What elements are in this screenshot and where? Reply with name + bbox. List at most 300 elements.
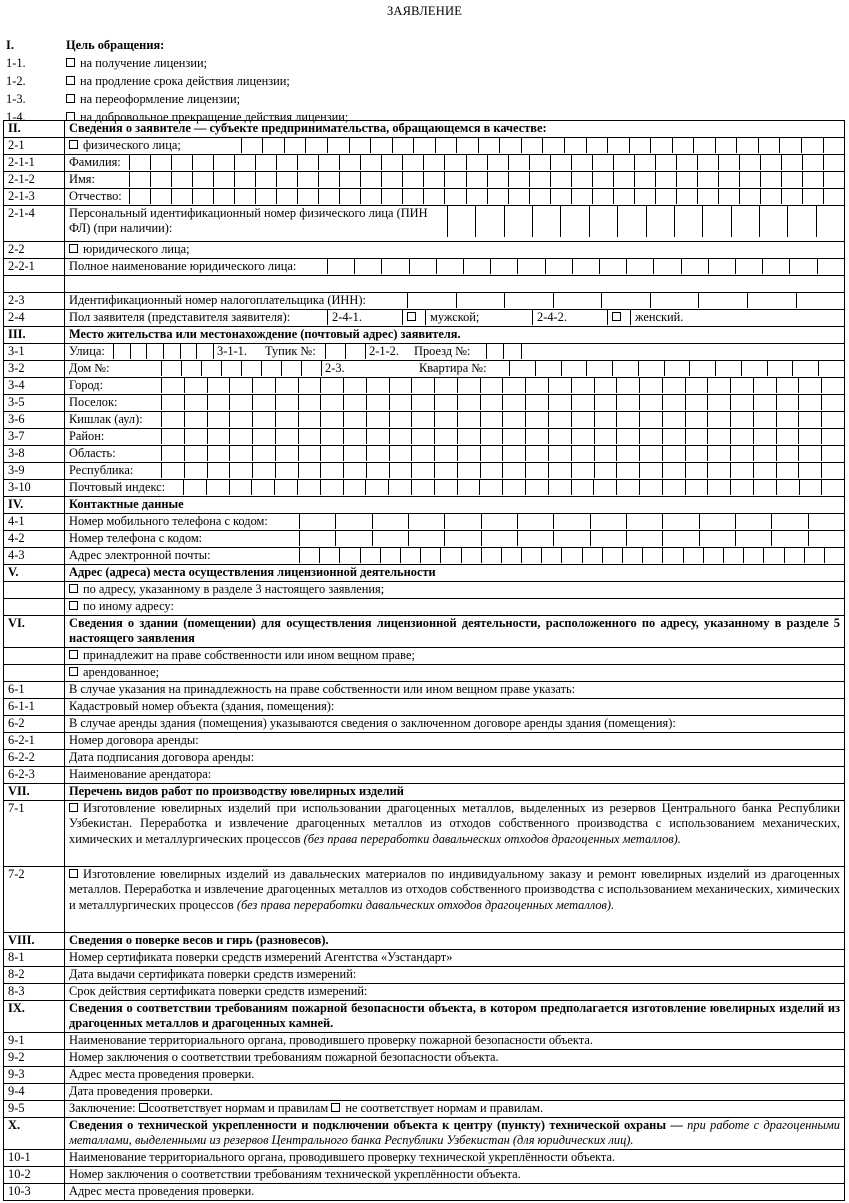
- letter-cell[interactable]: [521, 138, 543, 153]
- pin-cells[interactable]: [447, 206, 844, 237]
- letter-cell[interactable]: [771, 531, 807, 546]
- letter-cell[interactable]: [479, 480, 502, 495]
- letter-cell[interactable]: [550, 155, 571, 170]
- letter-cell[interactable]: [297, 480, 320, 495]
- letter-cell[interactable]: [508, 189, 529, 204]
- letter-cell[interactable]: [804, 548, 824, 563]
- letter-cell[interactable]: [697, 155, 718, 170]
- letter-cell[interactable]: [571, 395, 594, 410]
- letter-cell[interactable]: [466, 189, 487, 204]
- letter-cell[interactable]: [457, 378, 480, 393]
- letter-cell[interactable]: [796, 293, 845, 308]
- letter-cell[interactable]: [434, 395, 457, 410]
- letter-cell[interactable]: [381, 172, 402, 187]
- letter-cell[interactable]: [343, 446, 366, 461]
- letter-cell[interactable]: [360, 172, 381, 187]
- letter-cell[interactable]: [207, 412, 230, 427]
- letter-cell[interactable]: [550, 172, 571, 187]
- letter-cell[interactable]: [339, 189, 360, 204]
- letter-cell[interactable]: [366, 446, 389, 461]
- letter-cell[interactable]: [739, 189, 760, 204]
- checkbox[interactable]: [69, 650, 78, 659]
- letter-cell[interactable]: [339, 548, 359, 563]
- letter-cell[interactable]: [129, 189, 150, 204]
- letter-cell[interactable]: [821, 395, 844, 410]
- letter-cell[interactable]: [571, 480, 594, 495]
- letter-cell[interactable]: [360, 155, 381, 170]
- letter-cell[interactable]: [262, 138, 284, 153]
- letter-cell[interactable]: [508, 172, 529, 187]
- letter-cell[interactable]: [747, 293, 796, 308]
- letter-cell[interactable]: [646, 206, 674, 237]
- letter-cell[interactable]: [480, 412, 503, 427]
- letter-cell[interactable]: [301, 361, 321, 376]
- letter-cell[interactable]: [276, 172, 297, 187]
- letter-cell[interactable]: [730, 395, 753, 410]
- letter-cell[interactable]: [440, 548, 460, 563]
- letter-cell[interactable]: [466, 155, 487, 170]
- letter-cell[interactable]: [281, 361, 301, 376]
- letter-cell[interactable]: [760, 155, 781, 170]
- letter-cell[interactable]: [457, 395, 480, 410]
- letter-cell[interactable]: [502, 412, 525, 427]
- letter-cell[interactable]: [655, 189, 676, 204]
- letter-cell[interactable]: [183, 480, 206, 495]
- letter-cell[interactable]: [548, 429, 571, 444]
- letter-cell[interactable]: [444, 189, 465, 204]
- letter-cell[interactable]: [816, 206, 844, 237]
- letter-cell[interactable]: [299, 531, 335, 546]
- letter-cell[interactable]: [535, 361, 561, 376]
- letter-cell[interactable]: [776, 480, 799, 495]
- letter-cell[interactable]: [561, 548, 581, 563]
- checkbox[interactable]: [69, 584, 78, 593]
- letter-cell[interactable]: [481, 531, 517, 546]
- letter-cell[interactable]: [683, 548, 703, 563]
- letter-cell[interactable]: [129, 155, 150, 170]
- letter-cell[interactable]: [305, 138, 327, 153]
- checkbox[interactable]: [66, 94, 75, 103]
- letter-cell[interactable]: [571, 172, 592, 187]
- letter-cell[interactable]: [612, 361, 638, 376]
- letter-cell[interactable]: [592, 189, 613, 204]
- letter-cell[interactable]: [434, 446, 457, 461]
- letter-cell[interactable]: [402, 155, 423, 170]
- letter-cell[interactable]: [229, 395, 252, 410]
- apartment-cells[interactable]: [509, 361, 844, 376]
- letter-cell[interactable]: [642, 548, 662, 563]
- letter-cell[interactable]: [255, 155, 276, 170]
- letter-cell[interactable]: [613, 172, 634, 187]
- letter-cell[interactable]: [276, 189, 297, 204]
- letter-cell[interactable]: [525, 446, 548, 461]
- letter-cell[interactable]: [594, 463, 617, 478]
- letter-cell[interactable]: [792, 361, 818, 376]
- letter-cell[interactable]: [409, 259, 436, 274]
- letter-cell[interactable]: [685, 446, 708, 461]
- letter-cell[interactable]: [798, 446, 821, 461]
- letter-cell[interactable]: [366, 412, 389, 427]
- letter-cell[interactable]: [407, 293, 456, 308]
- letter-cell[interactable]: [776, 378, 799, 393]
- letter-cell[interactable]: [823, 138, 845, 153]
- letter-cell[interactable]: [672, 138, 694, 153]
- letter-cell[interactable]: [590, 531, 626, 546]
- letter-cell[interactable]: [298, 378, 321, 393]
- letter-cell[interactable]: [653, 259, 680, 274]
- letter-cell[interactable]: [400, 548, 420, 563]
- letter-cell[interactable]: [478, 138, 500, 153]
- letter-cell[interactable]: [529, 155, 550, 170]
- letter-cell[interactable]: [525, 429, 548, 444]
- letter-cell[interactable]: [801, 138, 823, 153]
- letter-cell[interactable]: [548, 378, 571, 393]
- letter-cell[interactable]: [298, 463, 321, 478]
- letter-cell[interactable]: [343, 429, 366, 444]
- letter-cell[interactable]: [297, 172, 318, 187]
- letter-cell[interactable]: [571, 446, 594, 461]
- letter-cell[interactable]: [234, 172, 255, 187]
- letter-cell[interactable]: [411, 429, 434, 444]
- letter-cell[interactable]: [343, 480, 366, 495]
- letter-cell[interactable]: [685, 412, 708, 427]
- letter-cell[interactable]: [457, 480, 480, 495]
- letter-cell[interactable]: [731, 206, 759, 237]
- letter-cell[interactable]: [525, 463, 548, 478]
- letter-cell[interactable]: [693, 138, 715, 153]
- letter-cell[interactable]: [798, 395, 821, 410]
- letter-cell[interactable]: [802, 189, 823, 204]
- letter-cell[interactable]: [594, 446, 617, 461]
- letter-cell[interactable]: [622, 548, 642, 563]
- letter-cell[interactable]: [730, 480, 753, 495]
- letter-cell[interactable]: [662, 548, 682, 563]
- settlement-cells[interactable]: [161, 395, 844, 410]
- letter-cell[interactable]: [571, 463, 594, 478]
- letter-cell[interactable]: [699, 531, 735, 546]
- checkbox-individual[interactable]: [69, 140, 78, 149]
- letter-cell[interactable]: [634, 189, 655, 204]
- letter-cell[interactable]: [435, 138, 457, 153]
- letter-cell[interactable]: [708, 259, 735, 274]
- letter-cell[interactable]: [730, 463, 753, 478]
- letter-cell[interactable]: [662, 378, 685, 393]
- letter-cell[interactable]: [685, 429, 708, 444]
- field-label[interactable]: Кадастровый номер объекта (здания, помещения):: [65, 699, 845, 716]
- letter-cell[interactable]: [639, 480, 662, 495]
- letter-cell[interactable]: [571, 155, 592, 170]
- letter-cell[interactable]: [423, 155, 444, 170]
- letter-cell[interactable]: [753, 463, 776, 478]
- letter-cell[interactable]: [548, 446, 571, 461]
- letter-cell[interactable]: [676, 189, 697, 204]
- passage-cells[interactable]: [486, 344, 538, 359]
- letter-cell[interactable]: [372, 531, 408, 546]
- field-label[interactable]: Наименование арендатора:: [65, 767, 845, 784]
- letter-cell[interactable]: [320, 463, 343, 478]
- name-cells[interactable]: [129, 172, 844, 187]
- letter-cell[interactable]: [639, 412, 662, 427]
- letter-cell[interactable]: [626, 531, 662, 546]
- letter-cell[interactable]: [275, 463, 298, 478]
- letter-cell[interactable]: [252, 412, 275, 427]
- letter-cell[interactable]: [548, 412, 571, 427]
- letter-cell[interactable]: [150, 189, 171, 204]
- letter-cell[interactable]: [192, 189, 213, 204]
- letter-cell[interactable]: [502, 463, 525, 478]
- letter-cell[interactable]: [602, 548, 622, 563]
- letter-cell[interactable]: [617, 206, 645, 237]
- letter-cell[interactable]: [730, 412, 753, 427]
- field-label[interactable]: Номер договора аренды:: [65, 733, 845, 750]
- field-label[interactable]: Дата выдачи сертификата поверки средств измерений:: [65, 967, 845, 984]
- letter-cell[interactable]: [480, 463, 503, 478]
- letter-cell[interactable]: [571, 189, 592, 204]
- surname-cells[interactable]: [129, 155, 844, 170]
- republic-cells[interactable]: [161, 463, 844, 478]
- letter-cell[interactable]: [504, 206, 532, 237]
- letter-cell[interactable]: [490, 259, 517, 274]
- letter-cell[interactable]: [802, 155, 823, 170]
- letter-cell[interactable]: [798, 429, 821, 444]
- letter-cell[interactable]: [502, 429, 525, 444]
- letter-cell[interactable]: [320, 395, 343, 410]
- letter-cell[interactable]: [163, 344, 180, 359]
- letter-cell[interactable]: [411, 446, 434, 461]
- letter-cell[interactable]: [594, 378, 617, 393]
- letter-cell[interactable]: [130, 344, 147, 359]
- letter-cell[interactable]: [207, 395, 230, 410]
- letter-cell[interactable]: [676, 172, 697, 187]
- letter-cell[interactable]: [771, 514, 807, 529]
- letter-cell[interactable]: [821, 463, 844, 478]
- letter-cell[interactable]: [689, 361, 715, 376]
- field-label[interactable]: Номер сертификата поверки средств измерений Агентства «Узстандарт»: [65, 950, 845, 967]
- letter-cell[interactable]: [697, 189, 718, 204]
- checkbox[interactable]: [69, 869, 78, 878]
- letter-cell[interactable]: [276, 155, 297, 170]
- letter-cell[interactable]: [457, 463, 480, 478]
- letter-cell[interactable]: [343, 378, 366, 393]
- letter-cell[interactable]: [487, 189, 508, 204]
- letter-cell[interactable]: [542, 138, 564, 153]
- district-cells[interactable]: [161, 429, 844, 444]
- letter-cell[interactable]: [776, 395, 799, 410]
- letter-cell[interactable]: [662, 429, 685, 444]
- letter-cell[interactable]: [241, 138, 263, 153]
- letter-cell[interactable]: [823, 172, 844, 187]
- letter-cell[interactable]: [762, 259, 789, 274]
- letter-cell[interactable]: [481, 514, 517, 529]
- letter-cell[interactable]: [171, 189, 192, 204]
- letter-cell[interactable]: [781, 155, 802, 170]
- letter-cell[interactable]: [753, 378, 776, 393]
- letter-cell[interactable]: [161, 446, 184, 461]
- letter-cell[interactable]: [444, 514, 480, 529]
- letter-cell[interactable]: [799, 480, 822, 495]
- letter-cell[interactable]: [639, 395, 662, 410]
- letter-cell[interactable]: [181, 361, 201, 376]
- letter-cell[interactable]: [759, 206, 787, 237]
- letter-cell[interactable]: [161, 463, 184, 478]
- letter-cell[interactable]: [808, 514, 844, 529]
- letter-cell[interactable]: [319, 548, 339, 563]
- letter-cell[interactable]: [650, 138, 672, 153]
- letter-cell[interactable]: [776, 463, 799, 478]
- letter-cell[interactable]: [626, 259, 653, 274]
- field-label[interactable]: Номер заключения о соответствии требованиям технической укреплённости объекта.: [65, 1167, 845, 1184]
- letter-cell[interactable]: [545, 259, 572, 274]
- letter-cell[interactable]: [685, 395, 708, 410]
- letter-cell[interactable]: [553, 514, 589, 529]
- city-cells[interactable]: [161, 378, 844, 393]
- letter-cell[interactable]: [335, 514, 371, 529]
- letter-cell[interactable]: [161, 412, 184, 427]
- letter-cell[interactable]: [463, 259, 490, 274]
- letter-cell[interactable]: [662, 463, 685, 478]
- letter-cell[interactable]: [146, 344, 163, 359]
- region-cells[interactable]: [161, 446, 844, 461]
- checkbox[interactable]: [66, 76, 75, 85]
- letter-cell[interactable]: [192, 172, 213, 187]
- letter-cell[interactable]: [753, 446, 776, 461]
- field-label[interactable]: Срок действия сертификата поверки средств измерений:: [65, 984, 845, 1001]
- letter-cell[interactable]: [475, 206, 503, 237]
- letter-cell[interactable]: [436, 259, 463, 274]
- letter-cell[interactable]: [541, 548, 561, 563]
- letter-cell[interactable]: [299, 514, 335, 529]
- letter-cell[interactable]: [234, 155, 255, 170]
- letter-cell[interactable]: [207, 463, 230, 478]
- letter-cell[interactable]: [402, 189, 423, 204]
- letter-cell[interactable]: [781, 189, 802, 204]
- letter-cell[interactable]: [798, 378, 821, 393]
- letter-cell[interactable]: [129, 172, 150, 187]
- letter-cell[interactable]: [582, 548, 602, 563]
- letter-cell[interactable]: [456, 293, 505, 308]
- letter-cell[interactable]: [572, 259, 599, 274]
- letter-cell[interactable]: [184, 429, 207, 444]
- letter-cell[interactable]: [325, 344, 345, 359]
- checkbox[interactable]: [69, 803, 78, 812]
- letter-cell[interactable]: [360, 548, 380, 563]
- letter-cell[interactable]: [616, 463, 639, 478]
- letter-cell[interactable]: [381, 189, 402, 204]
- letter-cell[interactable]: [521, 344, 538, 359]
- village-cells[interactable]: [161, 412, 844, 427]
- letter-cell[interactable]: [408, 531, 444, 546]
- letter-cell[interactable]: [343, 463, 366, 478]
- letter-cell[interactable]: [553, 293, 602, 308]
- letter-cell[interactable]: [593, 480, 616, 495]
- letter-cell[interactable]: [275, 446, 298, 461]
- letter-cell[interactable]: [715, 361, 741, 376]
- letter-cell[interactable]: [221, 361, 241, 376]
- letter-cell[interactable]: [548, 463, 571, 478]
- letter-cell[interactable]: [525, 412, 548, 427]
- letter-cell[interactable]: [161, 429, 184, 444]
- letter-cell[interactable]: [354, 259, 381, 274]
- letter-cell[interactable]: [299, 548, 319, 563]
- letter-cell[interactable]: [525, 395, 548, 410]
- letter-cell[interactable]: [739, 155, 760, 170]
- letter-cell[interactable]: [213, 189, 234, 204]
- letter-cell[interactable]: [508, 155, 529, 170]
- letter-cell[interactable]: [760, 172, 781, 187]
- letter-cell[interactable]: [664, 361, 690, 376]
- checkbox[interactable]: [69, 667, 78, 676]
- letter-cell[interactable]: [388, 480, 411, 495]
- letter-cell[interactable]: [821, 429, 844, 444]
- letter-cell[interactable]: [487, 172, 508, 187]
- letter-cell[interactable]: [275, 412, 298, 427]
- house-cells[interactable]: [161, 361, 321, 376]
- letter-cell[interactable]: [457, 429, 480, 444]
- letter-cell[interactable]: [753, 429, 776, 444]
- letter-cell[interactable]: [571, 429, 594, 444]
- letter-cell[interactable]: [502, 446, 525, 461]
- letter-cell[interactable]: [423, 172, 444, 187]
- letter-cell[interactable]: [808, 531, 844, 546]
- field-label[interactable]: Наименование территориального органа, проводившего проверку технической укреплённости объекта.: [65, 1150, 845, 1167]
- letter-cell[interactable]: [818, 361, 844, 376]
- letter-cell[interactable]: [274, 480, 297, 495]
- letter-cell[interactable]: [171, 155, 192, 170]
- letter-cell[interactable]: [365, 480, 388, 495]
- letter-cell[interactable]: [318, 155, 339, 170]
- letter-cell[interactable]: [548, 395, 571, 410]
- letter-cell[interactable]: [681, 259, 708, 274]
- letter-cell[interactable]: [275, 378, 298, 393]
- letter-cell[interactable]: [434, 429, 457, 444]
- letter-cell[interactable]: [685, 378, 708, 393]
- letter-cell[interactable]: [823, 189, 844, 204]
- letter-cell[interactable]: [184, 378, 207, 393]
- letter-cell[interactable]: [161, 378, 184, 393]
- letter-cell[interactable]: [252, 429, 275, 444]
- letter-cell[interactable]: [594, 412, 617, 427]
- letter-cell[interactable]: [707, 395, 730, 410]
- letter-cell[interactable]: [241, 361, 261, 376]
- letter-cell[interactable]: [699, 514, 735, 529]
- letter-cell[interactable]: [753, 412, 776, 427]
- letter-cell[interactable]: [180, 344, 197, 359]
- letter-cell[interactable]: [525, 480, 548, 495]
- letter-cell[interactable]: [413, 138, 435, 153]
- letter-cell[interactable]: [150, 155, 171, 170]
- letter-cell[interactable]: [601, 293, 650, 308]
- letter-cell[interactable]: [502, 480, 525, 495]
- letter-cell[interactable]: [486, 344, 503, 359]
- letter-cell[interactable]: [345, 344, 365, 359]
- letter-cell[interactable]: [502, 378, 525, 393]
- letter-cell[interactable]: [402, 172, 423, 187]
- letter-cell[interactable]: [234, 189, 255, 204]
- letter-cell[interactable]: [229, 480, 252, 495]
- letter-cell[interactable]: [370, 138, 392, 153]
- letter-cell[interactable]: [206, 480, 229, 495]
- letter-cell[interactable]: [389, 412, 412, 427]
- letter-cell[interactable]: [599, 259, 626, 274]
- letter-cell[interactable]: [789, 259, 816, 274]
- letter-cell[interactable]: [213, 155, 234, 170]
- letter-cell[interactable]: [802, 172, 823, 187]
- letter-cell[interactable]: [697, 172, 718, 187]
- letter-cell[interactable]: [318, 172, 339, 187]
- letter-cell[interactable]: [434, 480, 457, 495]
- letter-cell[interactable]: [517, 531, 553, 546]
- letter-cell[interactable]: [423, 189, 444, 204]
